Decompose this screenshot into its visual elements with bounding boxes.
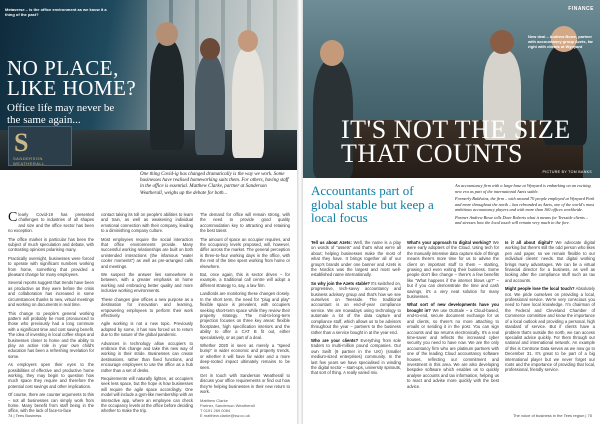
paragraph [8,392,94,414]
qa-paragraph [311,240,401,278]
question: Who are your clients? [311,337,359,343]
paragraph [8,256,94,278]
paragraph [200,373,290,395]
person-head [156,22,178,46]
left-hero-photo [0,0,297,170]
paragraph [8,280,94,307]
right-column-2 [407,240,499,392]
paragraph [101,272,193,294]
paragraph-text: Landlords are monitoring these changes closely. In the short term, the need for "plug and play" flexible space is prevalent, with occupiers seeking short-term space while they review their property strategy. The mid-to-long-term projection focuses on three key areas: flexible floorplates, high specification interiors and the ability to offer a CAT B fit out, either speculatively, or as part of a deal. [200,291,290,340]
left-hero-title-line1: NO PLACE, [7,56,119,80]
paragraph [200,237,290,269]
left-footer: 74 | Tees Business [8,413,42,418]
paragraph [200,212,290,234]
right-page [303,0,600,424]
paragraph [200,343,290,370]
signature-line: Matthew Clarke [200,397,228,403]
answer: We were early adopters of the Cloud. Using tech for the manually intensive data capture side of things means there's more time for us to advise the client on important stuff to them – starting, growing and even exiting their business. Some people don't like change – there's a few benefits like "What happens if the internet blows up?" – but if you can demonstrate the time and cash savings, it's a very neat solution for many businesses. [407,240,499,300]
paragraph [8,212,94,234]
picture-credit: PICTURE BY TOM BANKS [542,170,592,174]
person-head [320,40,344,66]
left-hero-title [7,58,136,98]
right-column-1 [311,240,401,379]
intro-paragraph: Partner Andrew Bowe tells Dave Roberts what it means for Teesside clients – and stresses how the local touch will remain very much to the fore. [455,214,589,225]
right-footer: The voice of business in the Tees region | 75 [512,413,592,418]
sanderson-weatherall-logo [8,126,72,166]
paragraph-text: Whether 2020 is seen as merely a "speed bump" in wider economic and property trends, or whether it will have far wider and a more deep-rooted impact ultimately remains to be seen. [200,342,290,370]
paragraph [8,311,94,360]
signature-line: T 0191 269 0084 [200,407,231,413]
person-figure [232,48,264,158]
question: Might people lose the local touch? [505,286,575,292]
person-figure [195,55,225,155]
paragraph [101,321,193,337]
paragraph [101,341,193,373]
paragraph-text: We suspect the answer lies somewhere in between, with a greater emphasis on home working and embracing better quality and more inclusive working environments. [101,272,193,294]
left-page [0,0,297,424]
paragraph-text: The demand for office will remain strong, with the need to provide good quality accommodation key to attracting and retaining the best talent. [200,212,290,234]
logo-text: SANDERSON WEATHERALL [13,156,45,166]
answer: Well, the name is a play on words of "assets" and that's what we're all about; helping businesses make the most of what they have. It brings together all of our group's brands under one banner and Azets is the Nordics was the largest and most well-established name internationally. [311,240,401,278]
right-column-3 [505,240,595,376]
right-photo-caption: New deal – Andrew Bowe, partner with accountancy group Azets, far right with clients at Wynyard [528,34,593,49]
paragraph-text: Agile working is not a new topic. Previously adopted by some, it has now forced us to return due to the nature of the global pandemic. [101,321,193,338]
left-hero-title-line2: LIKE HOME? [7,76,137,100]
paragraph [8,362,94,389]
intro-paragraph: Formerly Baldwins, the firm – with around 70 people employed at Wynyard Park and more throughout the north – has rebranded as Azets, one of the world's most ambitious accountancy players and with more than 160 offices worldwide. [455,196,595,212]
left-column-1 [8,212,94,417]
question: So why join the Azets stable? [311,280,370,286]
drop-cap: C [8,210,18,225]
right-intro [455,183,595,228]
question: What's your approach to digital working? [407,240,492,245]
answer: We use OutSale – a Cloud-based, end-to-end, secure document exchange for us and clients, so there's no more attaching to emails or sending it in the post. You can sign accounts and tax returns electronically. It's a real time-saver and reflects the increased cyber security you need to have now. We are the only accountancy firm who are platinum partners with one of the leading Cloud accountancy software houses, reflecting our commitment and investment in this area. We are also developing bespoke software which enables us to quickly analyse accounts and tax information, helping us to react and advise more quickly with the best advice. [407,307,499,389]
paragraph [200,291,290,340]
paragraph [101,376,193,414]
person-head [490,30,514,54]
paragraph-text: The amount of space an occupier requires, and the occupancy levels proposed, will, however, differ across the market. The general perception is three-to-four working days in the office, with the rest of the time spent working from home or elsewhere. [200,236,290,269]
qa-paragraph [407,302,499,389]
answer: It's switched on, progressive, tech-savvy accountancy and business advisory group and that's how we see ourselves on Teesside. The traditional accountant is an end-of-year compliance service. We are nowadays using technology to automate a lot of the data capture and compliance stuff, which allows us to be advisors throughout the year – partners to the business rather than a service bought in at the year end. [311,280,401,335]
right-hero-title-line1: IT'S NOT THE SIZE [341,115,571,144]
person-head [238,30,258,52]
paragraph [101,297,193,319]
right-hero-title-line2: THAT COUNTS [341,139,523,168]
paragraph-text: Most employees require the social interaction that office environments provide. Many successful working relationships are built on both unintended interactions (the infamous "water cooler moments") as well as pre-arranged calls and meetings. [101,236,193,269]
person-figure [150,40,184,150]
paragraph-text: Several reports suggest that trends have been as productive as they were before the crisis and collaboration has increased in some circumstances thanks to new, virtual meetings and working on documents in real time. [8,280,94,308]
paragraph-text: These changes give offices a new purpose as a destination for innovation and learning, empowering employees to perform their work effectively. [101,296,193,318]
answer: Everything from sole traders to multi-million pound companies. Our own Swift (9 partner in the UK!) (smaller medium-sized enterprises) community. In the last few years we have specialised in winding the digital sector – start-ups, university spinouts, that sort of thing. A really varied mix. [311,337,402,376]
left-photo-caption: Metaverse – is the office environment as we know it a thing of the past? [5,7,107,17]
left-column-2 [101,212,193,417]
question: Is it all about digital? [505,240,553,245]
paragraph-text: Advances in technology allow occupiers to embrace this change and take this new way of working in their stride. Businesses can create destinations, rather than fixed functions, and encourage employees to use the office as a hub rather than a set of desks. [101,340,193,373]
question: What sort of new developments have you brought in? [407,302,499,313]
paragraph-text: Get in touch with Sanderson Weatherall to discuss your office requirements or find out how they're helping businesses in their new return to work. [200,372,290,395]
author-signature [200,398,290,418]
signature-line: E matthew.clarke@sw.co.uk [200,412,250,418]
paragraph-text: This change to people's general working pattern will probably be most pronounced to those who previously had a long commute with a significant time and cost saving benefit. The idea of investing in local coffee shops and businesses closer to home and the ability to play an active role in your own child's education has been a refreshing revelation for some. [8,310,94,359]
paragraph [200,272,290,288]
answer: We advocate digital working but there's still the odd person who likes pen and paper, so we remain flexible to our individual clients' needs. But digital working brings many advantages. We can be a virtual financial director for a business, as well as looking after the compliance stuff such as tax and accounts. [505,240,595,283]
paragraph-text: Requirements will naturally lighten, as occupiers seek less space, but the hope is how businesses will require the agile space accordingly. One model will include a gym-like membership with an interactive app, where an employee can check the occupancy levels at the office before deciding whether to make the trip. [101,375,193,414]
left-hero-subtitle: Office life may never be the same again... [7,102,115,126]
paragraph [8,237,94,253]
qa-paragraph [311,281,401,335]
left-intro: One thing Covid-ig has changed dramatically is the way we work. Some businesses have realised homeworking suits them. For others, having staff in the office is essential. Matthew Clarke, partner at Sanderson Weatherall, weighs up the debate for both... [140,172,289,196]
qa-paragraph [407,240,499,299]
intro-paragraph: An accountancy firm with a large base at Wynyard is embarking on an exciting new era as part of the international Azets stable. [455,183,591,194]
qa-paragraph [505,240,595,283]
question: Tell us about Azets: [311,240,352,245]
paragraph-text: learly Covid-19 has presented challenges to industries of all shapes and size and the office sector has been no exception. [8,212,94,234]
paragraph-text: But, once again, this is sector driven – for example, a traditional call centre will adopt a different strategy to, say, a law firm. [200,272,290,288]
section-tag: FINANCE [568,6,594,12]
paragraph [101,237,193,269]
right-headline: Accountants part of global stable but keep a local focus [311,183,434,225]
paragraph-text: Practically overnight, businesses were forced to operate with significant numbers working from home, something that provided a pleasant change for many employees. [8,255,94,278]
paragraph-text: The office market in particular has been the subject of much speculation and debate, with contrasting opinions polarising many. [8,236,94,253]
signature-line: Partner, Sanderson Weatherall [200,402,255,408]
qa-paragraph [311,338,401,376]
paragraph-text: As employers open their eyes to the possibilities of effective and productive home working, they may begin to question how much space they require and therefore the potential cost savings and other implications. [8,362,94,389]
answer: Absolutely not. We pride ourselves on providing a local, professional service. We're very conscious you need to have local knowledge. I'm chairman of the Federal and Cleveland Chamber of Commerce committee and know the importance of a local outlook and providing a personal, high standard of service. But if clients have a problem that's outside the north, we can access specialist advice quickly. For them through our national and international network. An example of this is Centrone Data serves as we now go to December 31. It's great to be part of a big international player but we never forget our roots and the importance of providing that local, professional, friendly service. [505,286,595,373]
right-hero-photo [303,0,600,178]
paragraph-text: contact taking its toll on people's abilities to learn and train, as well as weakening individual emotional connection with their company, leading to a diminishing company culture. [101,212,193,234]
person-head [200,38,220,60]
qa-paragraph [505,286,595,373]
left-column-3 [200,212,290,418]
paragraph [101,212,193,234]
paragraph-text: Of course, there are counter arguments to this – not all businesses can simply work from home. Many benefit from staff being in the office, with the lack of face-to-face [8,392,94,414]
logo-letter: S [14,128,29,157]
right-hero-title [341,115,571,168]
